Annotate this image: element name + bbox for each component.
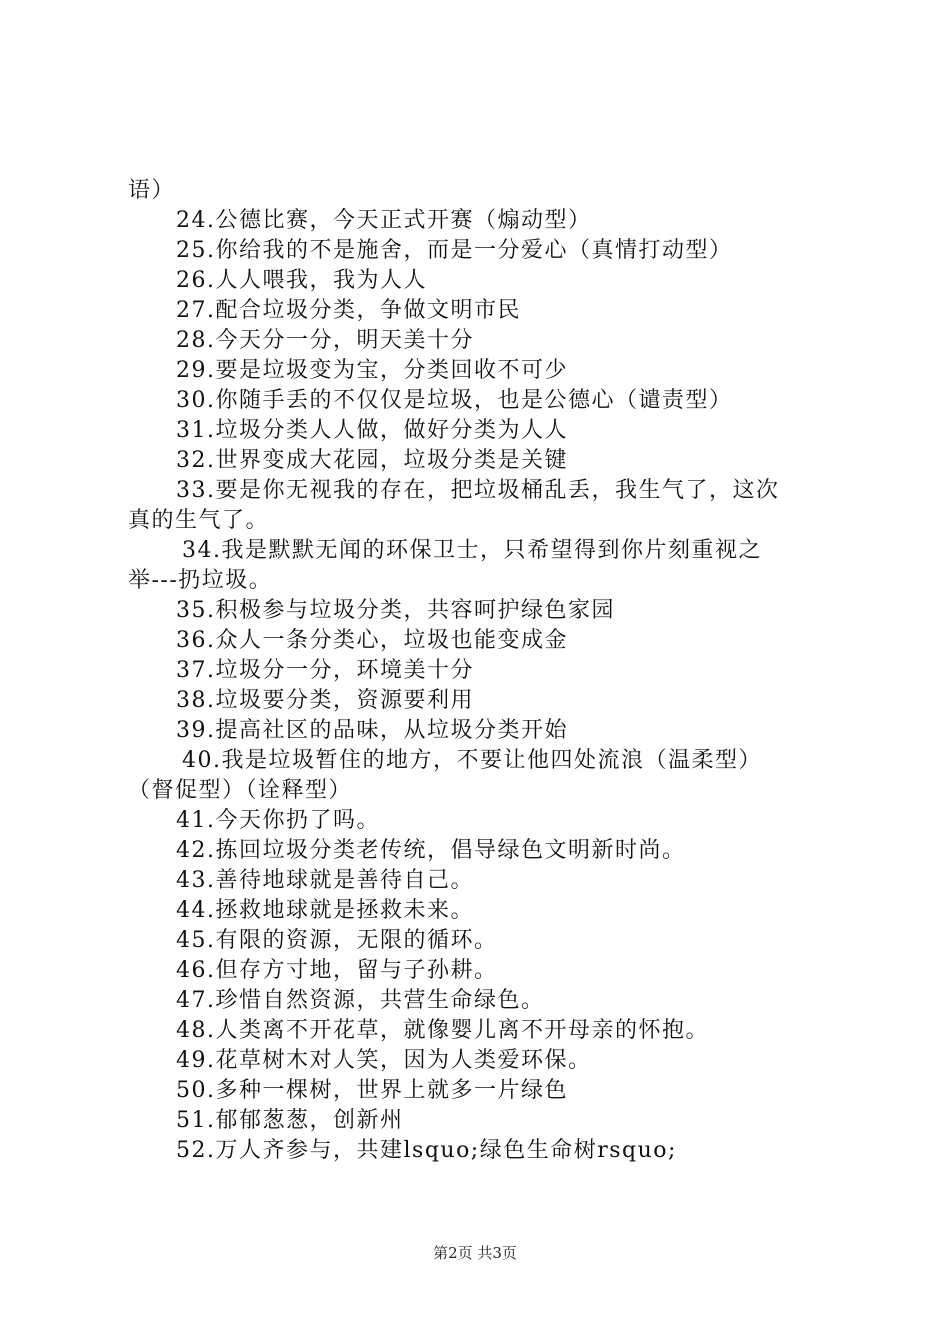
text-line: 28.今天分一分，明天美十分 — [176, 328, 474, 353]
text-line: 37.垃圾分一分，环境美十分 — [176, 658, 474, 683]
text-line: 30.你随手丢的不仅仅是垃圾，也是公德心（谴责型） — [176, 388, 733, 413]
text-line: 34.我是默默无闻的环保卫士，只希望得到你片刻重视之 — [182, 538, 762, 563]
text-line: 29.要是垃圾变为宝，分类回收不可少 — [176, 358, 568, 383]
text-line: 51.郁郁葱葱，创新州 — [176, 1108, 404, 1133]
text-line: 36.众人一条分类心，垃圾也能变成金 — [176, 628, 568, 653]
text-line: 47.珍惜自然资源，共营生命绿色。 — [176, 988, 545, 1013]
text-line: 43.善待地球就是善待自己。 — [176, 868, 474, 893]
text-line: 27.配合垃圾分类，争做文明市民 — [176, 298, 521, 323]
page-footer: 第2页 共3页 — [433, 1244, 517, 1262]
text-line: 32.世界变成大花园，垃圾分类是关键 — [176, 448, 568, 473]
text-line: 45.有限的资源，无限的循环。 — [176, 928, 498, 953]
text-line: 31.垃圾分类人人做，做好分类为人人 — [176, 418, 568, 443]
text-line: 41.今天你扔了吗。 — [176, 808, 380, 833]
text-line: 24.公德比赛，今天正式开赛（煽动型） — [176, 208, 592, 233]
text-line: 50.多种一棵树，世界上就多一片绿色 — [176, 1078, 568, 1103]
text-line: 49.花草树木对人笑，因为人类爱环保。 — [176, 1048, 592, 1073]
text-line: 39.提高社区的品味，从垃圾分类开始 — [176, 718, 568, 743]
text-line: 38.垃圾要分类，资源要利用 — [176, 688, 474, 713]
text-line: 52.万人齐参与，共建lsquo;绿色生命树rsquo; — [176, 1138, 677, 1163]
text-line: 42.拣回垃圾分类老传统，倡导绿色文明新时尚。 — [176, 838, 686, 863]
text-line: 40.我是垃圾暂住的地方，不要让他四处流浪（温柔型） — [182, 748, 762, 773]
text-line: 44.拯救地球就是拯救未来。 — [176, 898, 474, 923]
text-line: 35.积极参与垃圾分类，共容呵护绿色家园 — [176, 598, 615, 623]
text-line: 25.你给我的不是施舍，而是一分爱心（真情打动型） — [176, 238, 733, 263]
text-line: 真的生气了。 — [128, 508, 270, 533]
text-line: 33.要是你无视我的存在，把垃圾桶乱丢，我生气了，这次 — [176, 478, 780, 503]
text-line: 26.人人喂我，我为人人 — [176, 268, 427, 293]
text-line: 48.人类离不开花草，就像婴儿离不开母亲的怀抱。 — [176, 1018, 709, 1043]
text-line: 语） — [128, 178, 176, 203]
text-line: （督促型）（诠释型） — [128, 778, 353, 803]
text-line: 举---扔垃圾。 — [128, 568, 273, 593]
document-body — [128, 176, 838, 1166]
text-line: 46.但存方寸地，留与子孙耕。 — [176, 958, 498, 983]
